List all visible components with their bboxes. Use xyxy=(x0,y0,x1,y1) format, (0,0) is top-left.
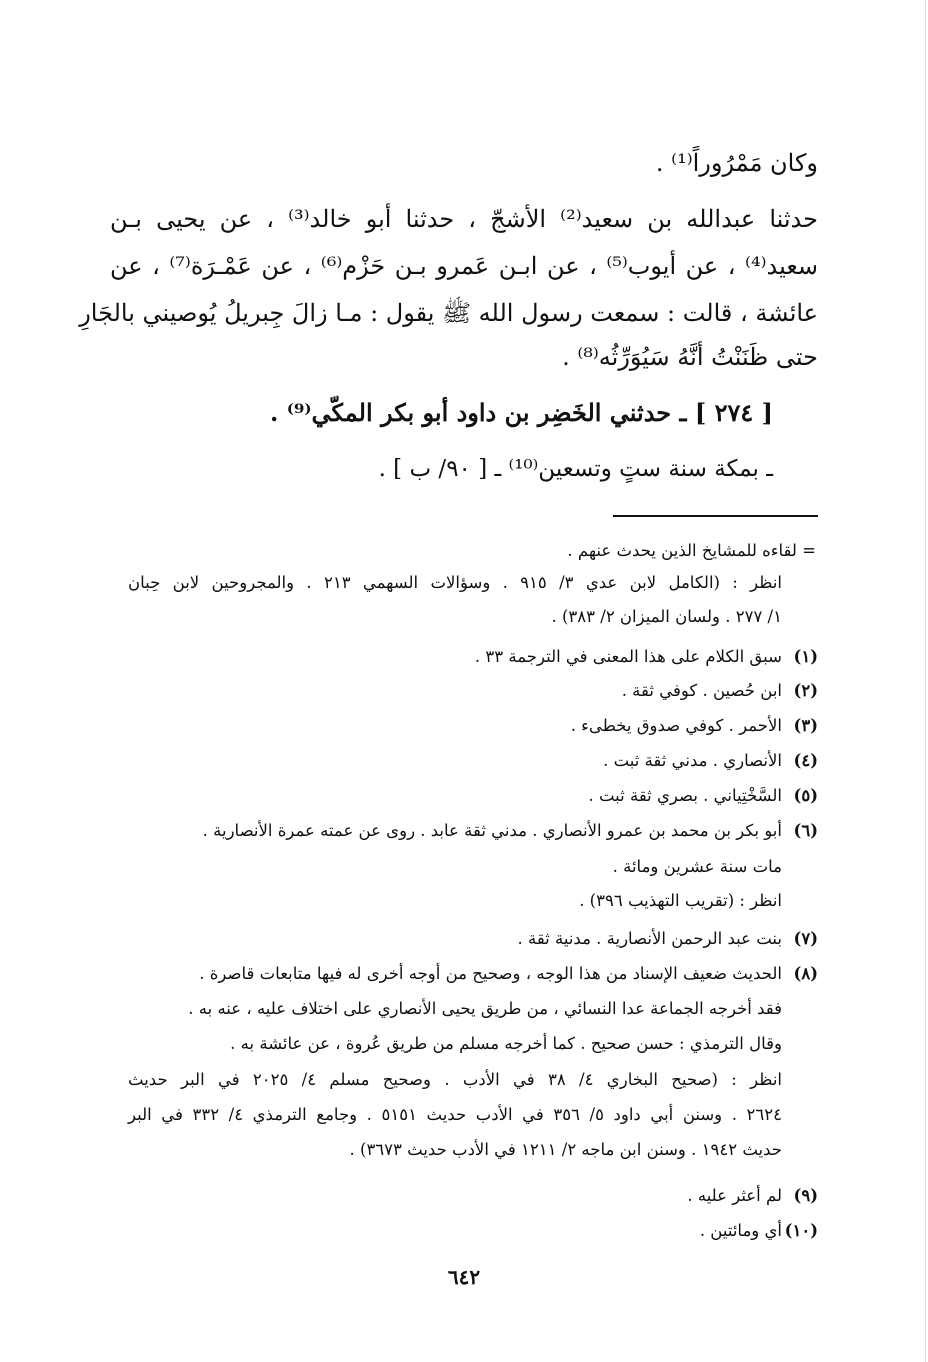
footnote-separator xyxy=(613,515,818,517)
footnote-text: الحديث ضعيف الإسناد من هذا الوجه ، وصحيح من أوجه أخرى له فيها متابعات قاصرة . xyxy=(199,964,782,983)
footnote-item xyxy=(128,1179,818,1213)
footnote-item xyxy=(128,674,818,708)
footnote-text: السَّخْتِياني . بصري ثقة ثبت . xyxy=(588,786,782,805)
footnote-number: (٤) xyxy=(793,751,818,770)
footnote-item xyxy=(128,779,818,813)
footnote-text: الأحمر . كوفي صدوق يخطىء . xyxy=(570,716,782,735)
footnote-continued-line: انظر : (صحيح البخاري ٤/ ٣٨ في الأدب . وصحيح مسلم ٤/ ٢٠٢٥ في البر حديث xyxy=(128,1070,782,1089)
footnote-text: أي ومائتين . xyxy=(699,1221,782,1240)
main-text-line: عائشة ، قالت : سمعت رسول الله ﷺ يقول : مـا زالَ جِبريلُ يُوصيني بالجَارِ xyxy=(79,299,818,327)
footnote-text: ابن حُصين . كوفي ثقة . xyxy=(621,681,782,700)
page-number: ٦٤٢ xyxy=(447,1265,481,1289)
footnote-number: (١٠) xyxy=(784,1221,818,1240)
footnote-item xyxy=(128,640,818,674)
footnote-number: (٩) xyxy=(793,1186,818,1205)
footnote-continued-line: حديث ١٩٤٢ . وسنن ابن ماجه ٢/ ١٢١١ في الأدب حديث ٣٦٧٣) . xyxy=(349,1140,782,1159)
footnote-text: بنت عبد الرحمن الأنصارية . مدنية ثقة . xyxy=(517,929,782,948)
footnote-continued-line: وقال الترمذي : حسن صحيح . كما أخرجه مسلم من طريق عُروة ، عن عائشة به . xyxy=(230,1034,782,1053)
footnote-item xyxy=(128,1214,818,1248)
footnote-text: سبق الكلام على هذا المعنى في الترجمة ٣٣ . xyxy=(474,647,782,666)
footnote-number: (٣) xyxy=(793,716,818,735)
main-text-line: سعيد⁽⁴⁾ ، عن أيوب⁽⁵⁾ ، عن ابـن عَمرو بـن حَزْم⁽⁶⁾ ، عن عَمْـرَة⁽⁷⁾ ، عن xyxy=(110,252,818,280)
footnote-item xyxy=(128,709,818,743)
footnote-number: (٧) xyxy=(793,929,818,948)
footnote-number: (٥) xyxy=(793,786,818,805)
footnote-continued-line: مات سنة عشرين ومائة . xyxy=(612,857,782,876)
footnote-text: أبو بكر بن محمد بن عمرو الأنصاري . مدني ثقة عابد . روى عن عمته عمرة الأنصارية . xyxy=(202,821,782,840)
entry-subline: ـ بمكة سنة ستٍ وتسعين⁽¹⁰⁾ ـ [ ٩٠/ ب ] . xyxy=(378,456,773,482)
footnote-item xyxy=(128,744,818,778)
footnote-continued-line: انظر : (تقريب التهذيب ٣٩٦) . xyxy=(579,891,782,910)
footnote-continued-line: ١/ ٢٧٧ . ولسان الميزان ٢/ ٣٨٣) . xyxy=(551,607,782,626)
footnote-item xyxy=(128,957,818,991)
entry-heading: [ ٢٧٤ ] ـ حدثني الخَضِر بن داود أبو بكر المكّي⁽⁹⁾ . xyxy=(269,398,773,427)
footnote-item xyxy=(128,814,818,848)
footnote-continued-line: فقد أخرجه الجماعة عدا النسائي ، من طريق يحيى الأنصاري على اختلاف عليه ، عنه به . xyxy=(188,999,782,1018)
footnote-number: (٨) xyxy=(793,964,818,983)
main-text-line: حدثنا عبدالله بن سعيد⁽²⁾ الأشجّ ، حدثنا أبو خالد⁽³⁾ ، عن يحيى بـن xyxy=(110,205,818,233)
footnote-continued-line: ٢٦٢٤ . وسنن أبي داود ٥/ ٣٥٦ في الأدب حديث ٥١٥١ . وجامع الترمذي ٤/ ٣٣٢ في البر xyxy=(128,1105,782,1124)
footnote-continued-line: = لقاءه للمشايخ الذين يحدث عنهم . xyxy=(567,541,816,560)
footnote-number: (٢) xyxy=(793,681,818,700)
main-text-line: وكان مَمْرُوراً⁽¹⁾ . xyxy=(655,149,818,177)
footnote-text: الأنصاري . مدني ثقة ثبت . xyxy=(603,751,782,770)
main-text-line: حتى ظَنَنْتُ أنَّهُ سَيُوَرِّثُه⁽⁸⁾ . xyxy=(562,343,818,371)
footnote-number: (١) xyxy=(793,647,818,666)
footnote-continued-line: انظر : (الكامل لابن عدي ٣/ ٩١٥ . وسؤالات السهمي ٢١٣ . والمجروحين لابن حِبان xyxy=(128,573,782,592)
footnote-text: لم أعثر عليه . xyxy=(687,1186,782,1205)
footnote-item xyxy=(128,922,818,956)
footnote-number: (٦) xyxy=(793,821,818,840)
scan-edge-line xyxy=(925,0,926,1362)
